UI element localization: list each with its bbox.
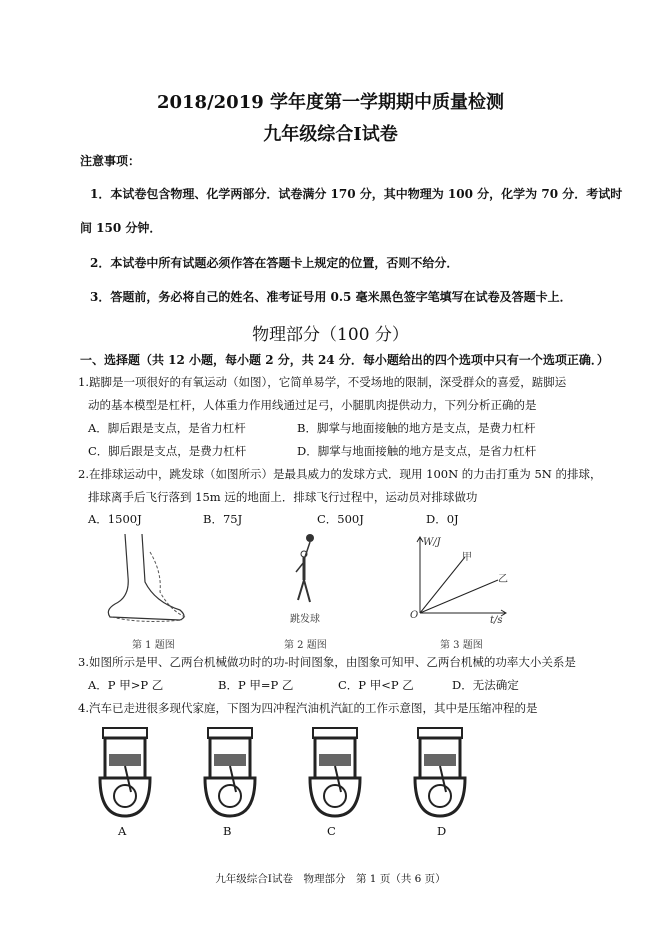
line-jia (420, 557, 465, 613)
engine-diagrams (95, 726, 495, 821)
question-3-line: 3.如图所示是甲、乙两台机械做功时的功-时间图象，由图象可知甲、乙两台机械的功率大小关系是 (78, 655, 576, 669)
q2-option-d: D．0J (426, 512, 459, 526)
line-yi (420, 580, 498, 613)
question-2-line: 排球离手后飞行落到 15m 远的地面上．排球飞行过程中，运动员对排球做功 (88, 490, 478, 504)
exam-subtitle: 九年级综合Ⅰ试卷 (263, 124, 398, 145)
note-item: 间 150 分钟． (80, 221, 162, 235)
engine-label-c: C (327, 824, 336, 838)
graph-line-label-jia: 甲 (462, 552, 472, 563)
question-1-line: 1.踮脚是一项很好的有氧运动（如图），它简单易学，不受场地的限制，深受群众的喜爱，踮脚运 (78, 375, 567, 389)
engine-label-d: D (437, 824, 447, 838)
figure-3-caption: 第 3 题图 (440, 640, 483, 651)
figure-2-player (280, 532, 330, 617)
exam-title: 2018/2019 学年度第一学期期中质量检测 (156, 92, 505, 113)
graph-origin: O (410, 610, 419, 621)
page-footer: 九年级综合Ⅰ试卷 物理部分 第 1 页（共 6 页） (215, 873, 446, 885)
graph-y-label: W/J (423, 537, 441, 548)
question-2-line: 2.在排球运动中，跳发球（如图所示）是最具威力的发球方式．现用 100N 的力击打重为 5N 的排球， (78, 467, 602, 481)
figure-1-caption: 第 1 题图 (132, 640, 175, 651)
note-item: 3．答题前，务必将自己的姓名、准考证号用 0.5 毫米黑色签字笔填写在试卷及答题卡上． (90, 290, 572, 304)
part-heading: 一、选择题（共 12 小题，每小题 2 分，共 24 分．每小题给出的四个选项中只有一个选项正确．） (80, 353, 609, 367)
q3-option-d: D．无法确定 (452, 678, 519, 692)
note-item: 1．本试卷包含物理、化学两部分．试卷满分 170 分，其中物理为 100 分，化学为 70 分．考试时 (90, 187, 623, 201)
q1-option-d: D．脚掌与地面接触的地方是支点，是省力杠杆 (297, 444, 537, 458)
section-title: 物理部分（100 分） (252, 325, 409, 345)
q1-option-b: B．脚掌与地面接触的地方是支点，是费力杠杆 (297, 421, 536, 435)
q3-option-a: A．P 甲>P 乙 (88, 678, 164, 692)
question-1-line: 动的基本模型是杠杆，人体重力作用线通过足弓，小腿肌肉提供动力，下列分析正确的是 (88, 398, 537, 412)
graph-line-label-yi: 乙 (498, 574, 508, 585)
figure-2-caption: 第 2 题图 (284, 640, 327, 651)
engine-label-b: B (223, 824, 232, 838)
q3-option-c: C．P 甲<P 乙 (338, 678, 414, 692)
figure-1-foot (100, 532, 190, 632)
q1-option-c: C．脚后跟是支点，是费力杠杆 (88, 444, 247, 458)
question-4-line: 4.汽车已走进很多现代家庭，下图为四冲程汽油机汽缸的工作示意图，其中是压缩冲程的是 (78, 701, 538, 715)
q3-option-b: B．P 甲=P 乙 (218, 678, 294, 692)
figure-2-label: 跳发球 (290, 614, 320, 625)
q2-option-c: C．500J (317, 512, 364, 526)
note-item: 2．本试卷中所有试题必须作答在答题卡上规定的位置，否则不给分． (90, 256, 459, 270)
graph-x-label: t/s (490, 615, 503, 626)
notes-heading: 注意事项： (80, 154, 141, 168)
q2-option-a: A．1500J (88, 512, 142, 526)
q1-option-a: A．脚后跟是支点，是省力杠杆 (88, 421, 246, 435)
q2-option-b: B．75J (203, 512, 243, 526)
engine-label-a: A (118, 824, 127, 838)
